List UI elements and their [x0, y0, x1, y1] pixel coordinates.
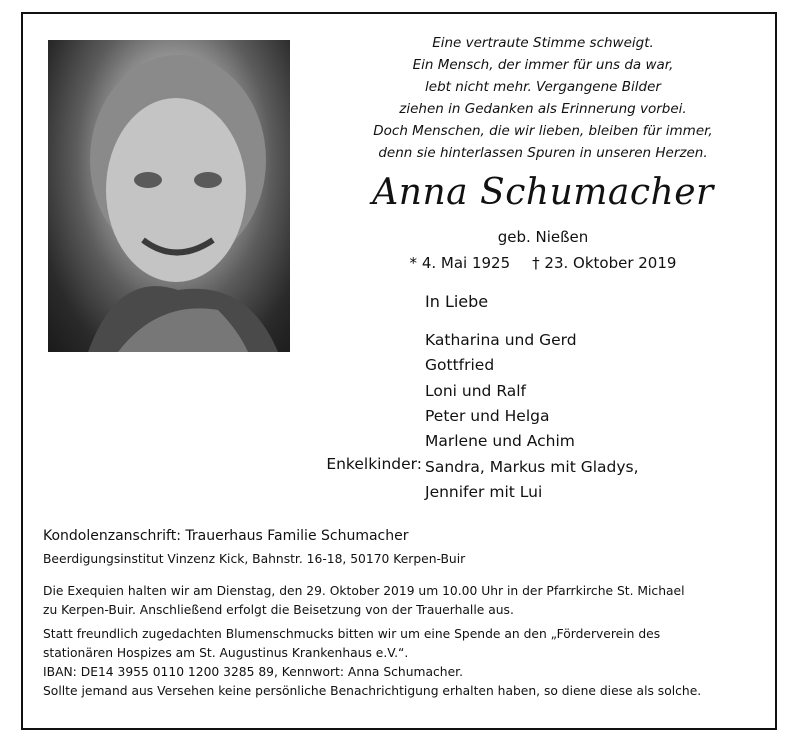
- mourner-item: Katharina und Gerd: [425, 331, 577, 349]
- poem-line: Eine vertraute Stimme schweigt.: [432, 35, 654, 51]
- donation-paragraph: [43, 625, 763, 701]
- grandchildren-item: Jennifer mit Lui: [425, 483, 543, 502]
- poem-line: Ein Mensch, der immer für uns da war,: [412, 57, 674, 73]
- paragraph-line: zu Kerpen-Buir. Anschließend erfolgt die Beisetzung von der Trauerhalle aus.: [43, 603, 514, 617]
- condolence-address: Kondolenzanschrift: Trauerhaus Familie Schumacher: [43, 528, 409, 544]
- grandchildren-list: [425, 455, 639, 506]
- poem-line: Doch Menschen, die wir lieben, bleiben für immer,: [373, 123, 713, 139]
- birth-name: geb. Nießen: [497, 228, 589, 246]
- death-date: † 23. Oktober 2019: [532, 254, 677, 272]
- mourners-list: [425, 328, 577, 454]
- obituary-frame: [21, 12, 777, 730]
- poem-line: lebt nicht mehr. Vergangene Bilder: [425, 79, 661, 95]
- poem-line: ziehen in Gedanken als Erinnerung vorbei.: [399, 101, 687, 117]
- paragraph-line: Sollte jemand aus Versehen keine persönliche Benachrichtigung erhalten haben, so diene diese als solche.: [43, 684, 702, 698]
- poem-line: denn sie hinterlassen Spuren in unseren Herzen.: [378, 145, 708, 161]
- mourners-heading: In Liebe: [425, 292, 489, 311]
- portrait-photo: [48, 40, 290, 352]
- grandchildren-item: Sandra, Markus mit Gladys,: [425, 458, 639, 476]
- mourner-item: Gottfried: [425, 356, 495, 375]
- mourner-item: Peter und Helga: [425, 406, 550, 425]
- grandchildren-label: Enkelkinder:: [326, 455, 422, 473]
- funeral-institute: Beerdigungsinstitut Vinzenz Kick, Bahnstr. 16-18, 50170 Kerpen-Buir: [43, 552, 466, 566]
- mourner-item: Marlene und Achim: [425, 432, 575, 451]
- paragraph-line: stationären Hospizes am St. Augustinus Krankenhaus e.V.“.: [43, 646, 409, 660]
- paragraph-line: Die Exequien halten wir am Dienstag, den 29. Oktober 2019 um 10.00 Uhr in der Pfarrkirche St. Michael: [43, 584, 685, 598]
- birth-date: * 4. Mai 1925: [409, 254, 511, 272]
- portrait-illustration: [48, 40, 290, 352]
- poem: [323, 32, 763, 164]
- funeral-paragraph: [43, 582, 763, 620]
- deceased-name: Anna Schumacher: [372, 172, 714, 213]
- paragraph-line: Statt freundlich zugedachten Blumenschmucks bitten wir um eine Spende an den „Förderverein des: [43, 627, 661, 641]
- mourner-item: Loni und Ralf: [425, 381, 527, 400]
- life-dates: [323, 254, 763, 272]
- paragraph-line: IBAN: DE14 3955 0110 1200 3285 89, Kennwort: Anna Schumacher.: [43, 665, 463, 679]
